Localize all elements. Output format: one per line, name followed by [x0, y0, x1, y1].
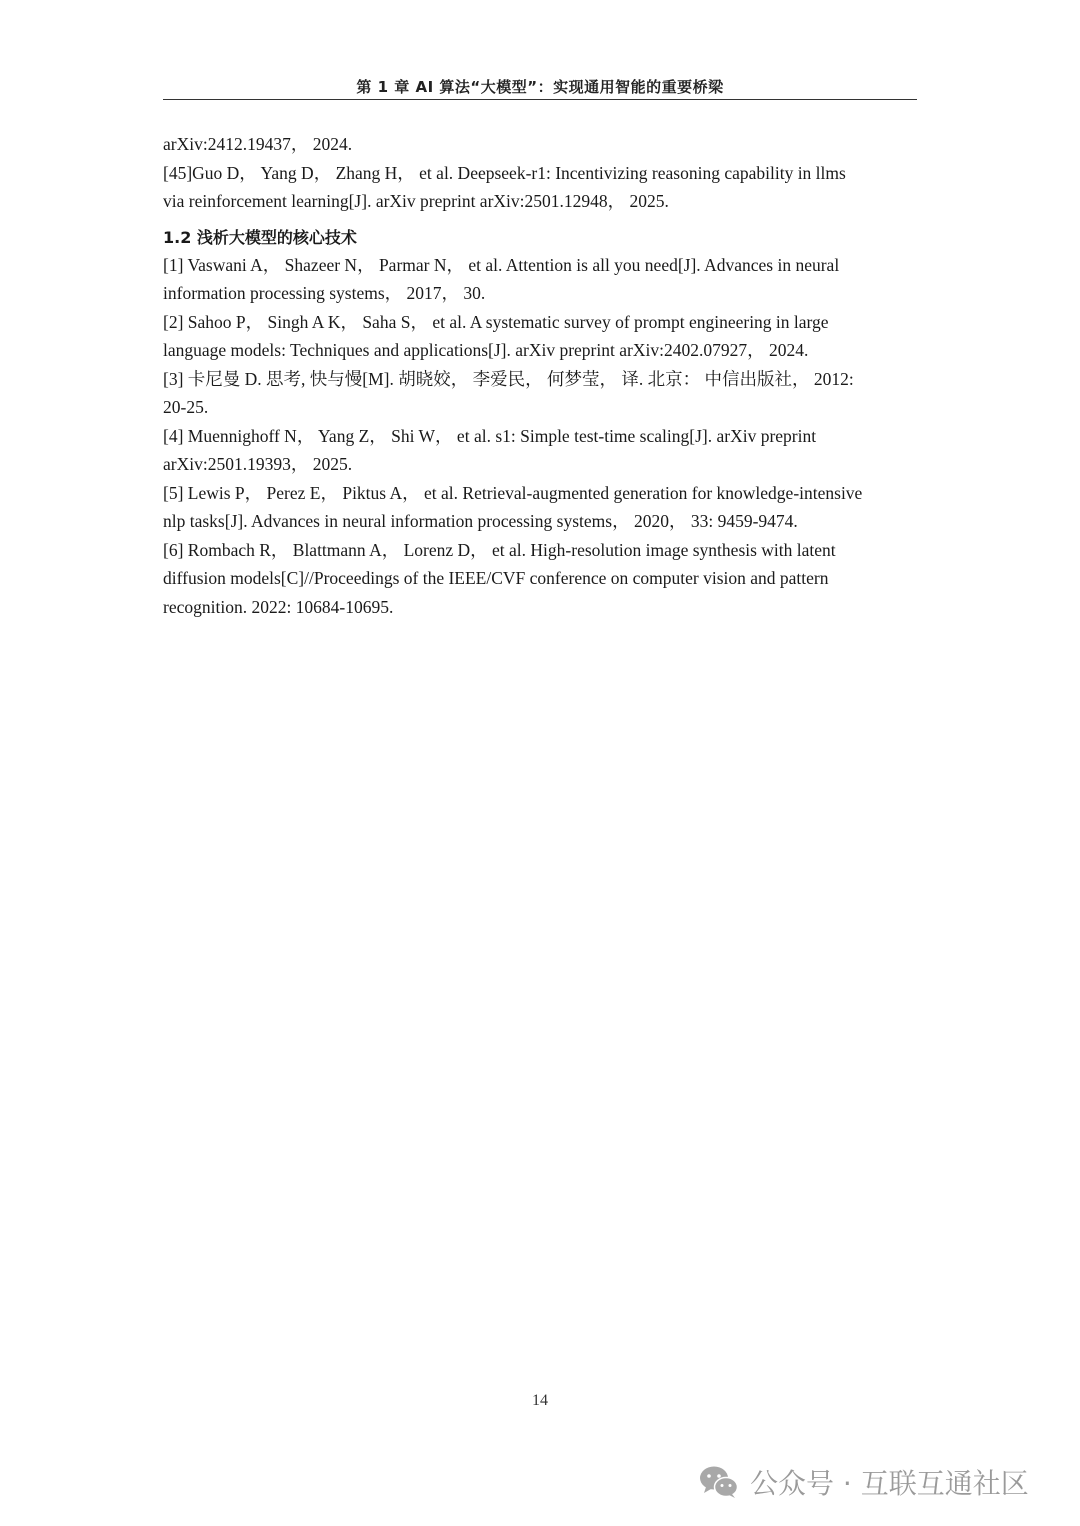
- reference-entry: [163, 479, 923, 536]
- reference-line: nlp tasks[J]. Advances in neural information processing systems， 2020， 33: 9459-9474.: [163, 511, 798, 531]
- reference-entry: [163, 308, 923, 365]
- wechat-icon: [698, 1464, 740, 1500]
- page-number: 14: [532, 1392, 548, 1409]
- reference-line: arXiv:2501.19393， 2025.: [163, 454, 353, 474]
- reference-line: [1] Vaswani A， Shazeer N， Parmar N， et al. Attention is all you need[J]. Advances in neural: [163, 254, 840, 275]
- reference-entry: [163, 422, 923, 479]
- reference-line: [4] Muennighoff N， Yang Z， Shi W， et al. s1: Simple test-time scaling[J]. arXiv preprint: [163, 425, 817, 446]
- header-divider: [163, 99, 917, 100]
- reference-line: diffusion models[C]//Proceedings of the IEEE/CVF conference on computer vision and pattern: [163, 568, 829, 588]
- watermark: [698, 1462, 1029, 1502]
- document-body: [163, 130, 923, 621]
- reference-entry: [163, 159, 923, 216]
- reference-line: [2] Sahoo P， Singh A K， Saha S， et al. A systematic survey of prompt engineering in large: [163, 311, 829, 332]
- section-heading: 1.2 浅析大模型的核心技术: [163, 227, 357, 247]
- reference-line: 20-25.: [163, 397, 209, 417]
- reference-line: arXiv:2412.19437， 2024.: [163, 134, 353, 154]
- reference-line: [3] 卡尼曼 D. 思考, 快与慢[M]. 胡晓姣， 李爱民， 何梦莹， 译. 北京： 中信出版社， 2012:: [163, 368, 854, 389]
- watermark-text: 公众号 · 互联互通社区: [750, 1467, 1029, 1500]
- reference-entry: [163, 251, 923, 308]
- reference-entry: [163, 536, 923, 622]
- reference-line: [6] Rombach R， Blattmann A， Lorenz D， et al. High-resolution image synthesis with latent: [163, 539, 836, 560]
- page-header: 第 1 章 AI 算法“大模型”：实现通用智能的重要桥梁: [356, 78, 724, 96]
- reference-line: [5] Lewis P， Perez E， Piktus A， et al. Retrieval-augmented generation for knowledge-intensive: [163, 482, 863, 503]
- reference-line: [45]Guo D， Yang D， Zhang H， et al. Deepseek-r1: Incentivizing reasoning capability in llms: [163, 162, 846, 183]
- reference-entry: [163, 365, 923, 422]
- reference-line: language models: Techniques and applications[J]. arXiv preprint arXiv:2402.07927， 2024.: [163, 340, 809, 360]
- reference-line: via reinforcement learning[J]. arXiv preprint arXiv:2501.12948， 2025.: [163, 191, 669, 211]
- reference-line: recognition. 2022: 10684-10695.: [163, 596, 394, 617]
- reference-line: information processing systems， 2017， 30.: [163, 283, 486, 303]
- reference-entry: [163, 130, 923, 159]
